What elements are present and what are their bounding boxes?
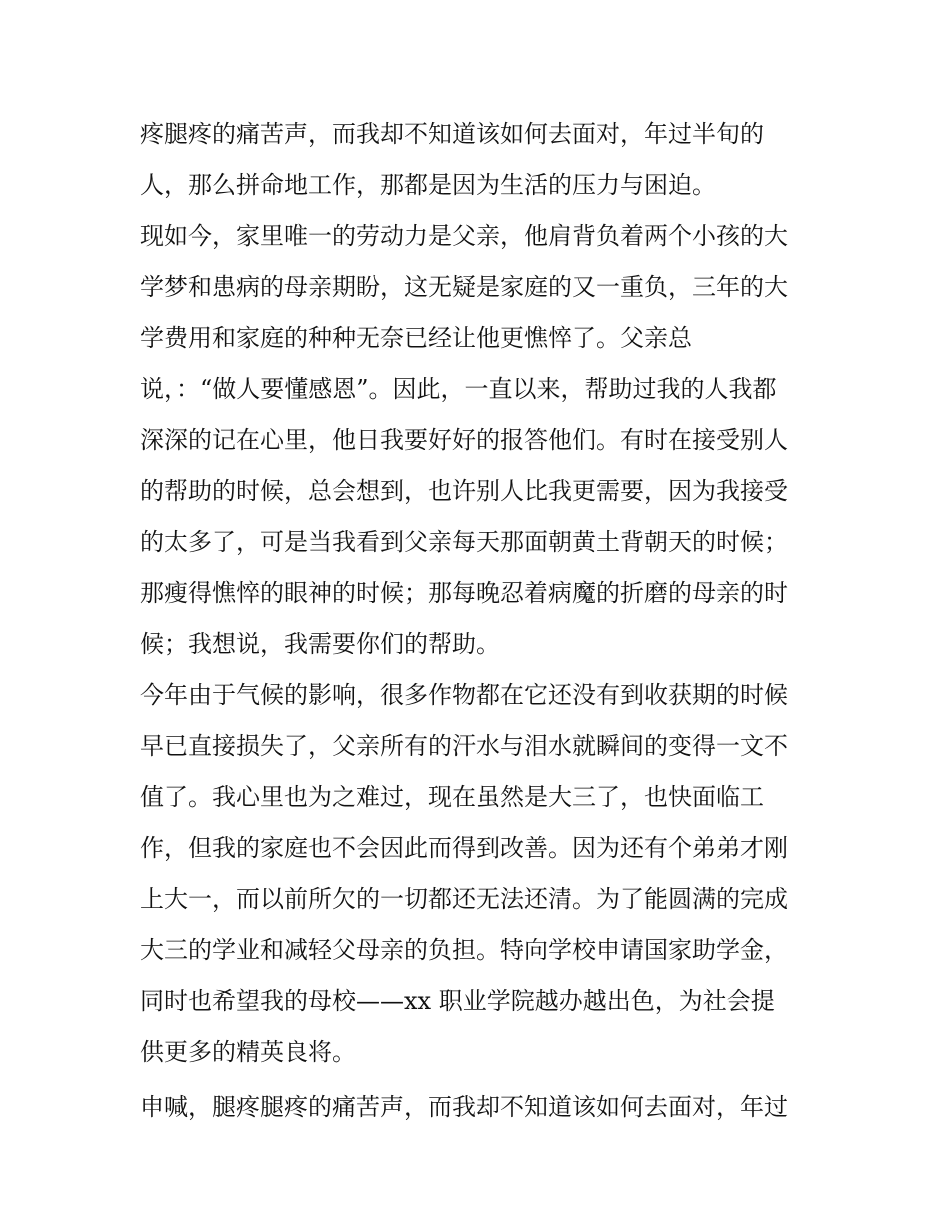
text-line: 学费用和家庭的种种无奈已经让他更憔悴了。父亲总 — [140, 324, 692, 352]
text-line: 说，：“做人要懂感恩”。因此，一直以来，帮助过我的人我都 — [140, 375, 777, 403]
text-line: 早已直接损失了，父亲所有的汗水与泪水就瞬间的变得一文不 — [140, 732, 788, 760]
text-line: 的太多了，可是当我看到父亲每天那面朝黄土背朝天的时候； — [140, 528, 788, 556]
text-line: 今年由于气候的影响，很多作物都在它还没有到收获期的时候 — [140, 681, 788, 709]
text-line: 供更多的精英良将。 — [140, 1038, 356, 1066]
text-line: 同时也希望我的母校——xx 职业学院越办越出色，为社会提 — [140, 987, 775, 1015]
text-line: 值了。我心里也为之难过，现在虽然是大三了，也快面临工 — [140, 783, 764, 811]
paragraph-4 — [140, 1082, 820, 1133]
paragraph-1 — [140, 109, 820, 211]
text-line: 那瘦得憔悴的眼神的时候；那每晚忍着病魔的折磨的母亲的时 — [140, 579, 788, 607]
text-line: 申喊，腿疼腿疼的痛苦声，而我却不知道该如何去面对，年过 — [140, 1093, 788, 1121]
text-line: 人，那么拼命地工作，那都是因为生活的压力与困迫。 — [140, 171, 716, 199]
document-body — [140, 109, 820, 1133]
paragraph-3 — [140, 670, 820, 1078]
text-line: 上大一，而以前所欠的一切都还无法还清。为了能圆满的完成 — [140, 885, 788, 913]
text-line: 作，但我的家庭也不会因此而得到改善。因为还有个弟弟才刚 — [140, 834, 788, 862]
paragraph-2 — [140, 211, 820, 670]
text-line: 候；我想说，我需要你们的帮助。 — [140, 630, 500, 658]
text-line: 疼腿疼的痛苦声，而我却不知道该如何去面对，年过半旬的 — [140, 120, 764, 148]
text-line: 深深的记在心里，他日我要好好的报答他们。有时在接受别人 — [140, 426, 788, 454]
text-line: 的帮助的时候，总会想到，也许别人比我更需要，因为我接受 — [140, 477, 788, 505]
text-line: 现如今，家里唯一的劳动力是父亲，他肩背负着两个小孩的大 — [140, 222, 788, 250]
text-line: 学梦和患病的母亲期盼，这无疑是家庭的又一重负，三年的大 — [140, 273, 788, 301]
text-line: 大三的学业和减轻父母亲的负担。特向学校申请国家助学金， — [140, 936, 788, 964]
